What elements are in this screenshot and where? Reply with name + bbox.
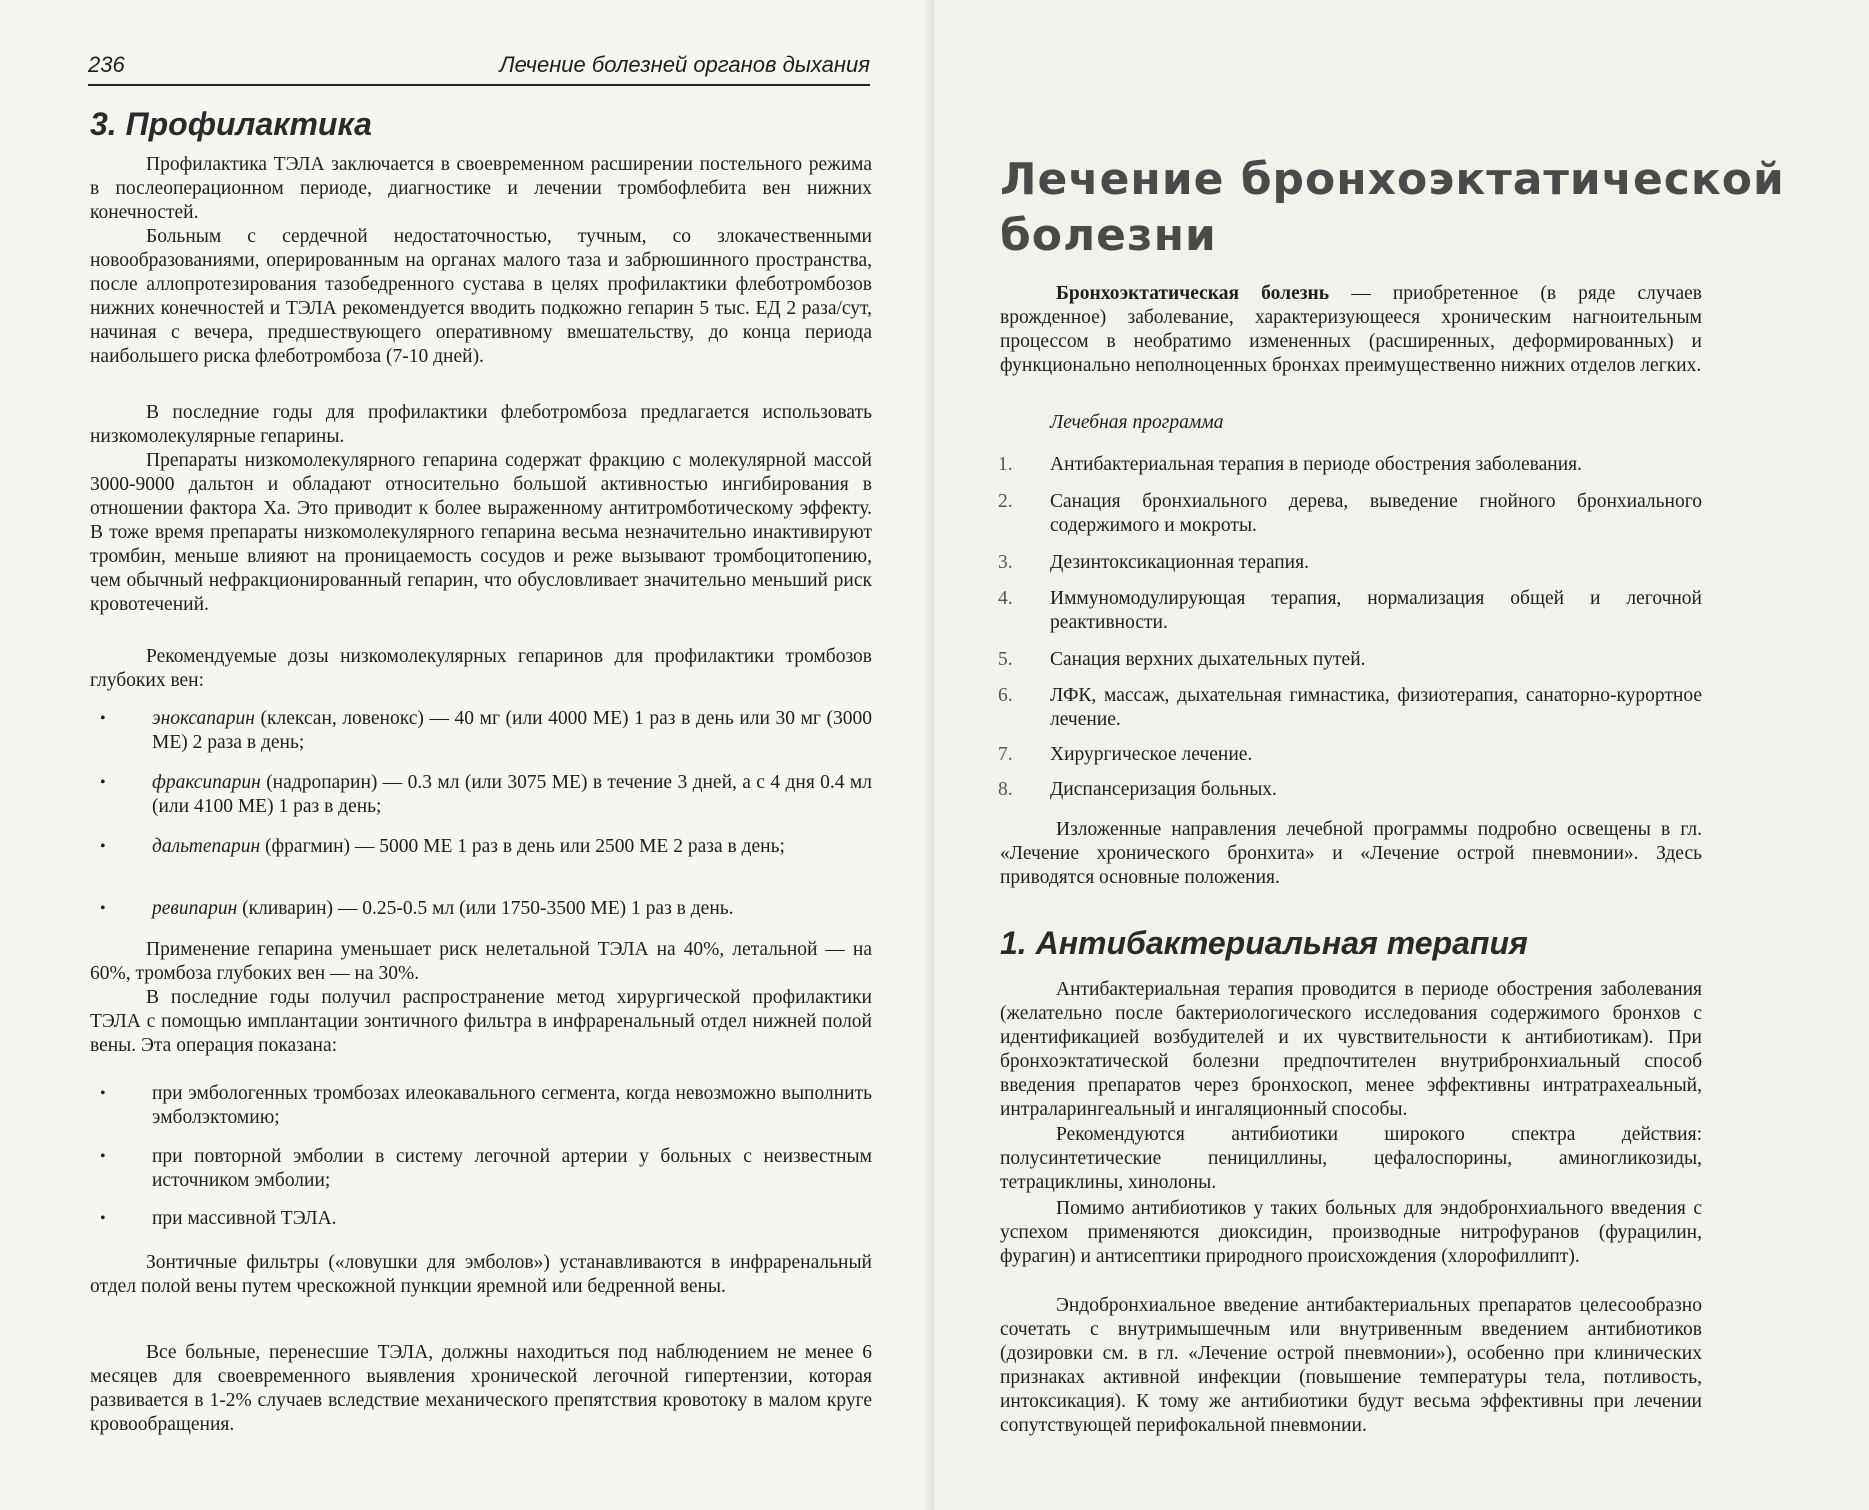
- definition-text: — приобретенное (в ряде случаев врожденное) заболевание, характеризующееся хроническим нагноительным процессом в необратимо измененных (расширенных, деформированных) и функционально неполноценных бронхах преимущественно нижних отделов легких.: [1000, 283, 1702, 376]
- list-item: [100, 897, 872, 921]
- paragraph: Помимо антибиотиков у таких больных для эндобронхиального введения с успехом применяются диоксидин, производные нитрофуранов (фурацилин, фурагин) и антисептики природного происхождения (хлорофиллипт).: [1000, 1198, 1702, 1267]
- definition-term: Бронхоэктатическая болезнь: [1056, 283, 1330, 304]
- bullet-icon: •: [100, 900, 106, 917]
- paragraph: Больным с сердечной недостаточностью, тучным, со злокачественными новообразованиями, оперированным на органах малого таза и забрюшинного пространства, после аллопротезирования тазобедренного сустава в целях профилактики флеботромбозов нижних конечностей и ТЭЛА рекомендуется вводить подкожно гепарин 5 тыс. ЕД 2 раза/сут, начиная с вечера, предшествующего оперативному вмешательству, до конца периода наибольшего риска флеботромбоза (7-10 дней).: [90, 226, 872, 367]
- indication-text: при эмбологенных тромбозах илеокавального сегмента, когда невозможно выполнить эмболэктомию;: [152, 1083, 872, 1128]
- list-item: [100, 835, 872, 859]
- paragraph: Антибактериальная терапия проводится в периоде обострения заболевания (желательно после бактериологического исследования содержимого бронхов с идентификацией возбудителей и их чувствительности к антибиотикам). При бронхоэктатической болезни предпочтителен внутрибронхиальный способ введения препаратов через бронхоскоп, менее эффективны интратрахеальный, интраларингеальный и ингаляционный способы.: [1000, 979, 1702, 1120]
- definition-paragraph: [1000, 282, 1702, 378]
- chapter-title-line: болезни: [1000, 210, 1217, 261]
- program-item: [998, 743, 1702, 767]
- running-title: Лечение болезней органов дыхания: [499, 52, 870, 77]
- indication-text: при повторной эмболии в систему легочной артерии у больных с неизвестным источником эмболии;: [152, 1146, 872, 1191]
- list-item: [100, 1207, 872, 1231]
- bullet-icon: •: [100, 1085, 106, 1102]
- paragraph: Все больные, перенесшие ТЭЛА, должны находиться под наблюдением не менее 6 месяцев для своевременного выявления хронической легочной гипертензии, которая развивается в 1-2% случаев вследствие механического препятствия кровотоку в малом круге кровообращения.: [90, 1342, 872, 1435]
- paragraph: В последние годы получил распространение метод хирургической профилактики ТЭЛА с помощью имплантации зонтичного фильтра в инфраренальный отдел нижней полой вены. Эта операция показана:: [90, 987, 872, 1056]
- item-number: 6.: [998, 685, 1013, 706]
- program-item: [998, 648, 1702, 672]
- item-text: Санация верхних дыхательных путей.: [1050, 649, 1366, 670]
- item-number: 7.: [998, 744, 1013, 765]
- bullet-icon: •: [100, 1148, 106, 1165]
- bullet-icon: •: [100, 1210, 106, 1227]
- item-number: 4.: [998, 588, 1013, 609]
- drug-name: эноксапарин: [152, 708, 255, 729]
- drug-dose: (кливарин) — 0.25-0.5 мл (или 1750-3500 МЕ) 1 раз в день.: [237, 898, 734, 919]
- drug-name: дальтепарин: [152, 836, 261, 857]
- item-text: Иммуномодулирующая терапия, нормализация общей и легочной реактивности.: [1050, 588, 1702, 633]
- right-page: [934, 0, 1869, 1510]
- paragraph: Профилактика ТЭЛА заключается в своевременном расширении постельного режима в послеоперационном периоде, диагностике и лечении тромбофлебита вен нижних конечностей.: [90, 154, 872, 223]
- bullet-icon: •: [100, 838, 106, 855]
- intro-note: Изложенные направления лечебной программы подробно освещены в гл. «Лечение хронического бронхита» и «Лечение острой пневмонии». Здесь приводятся основные положения.: [1000, 819, 1702, 888]
- list-item: [100, 1082, 872, 1130]
- program-heading: Лечебная программа: [1050, 412, 1224, 433]
- chapter-title-line: Лечение бронхоэктатической: [1000, 154, 1785, 205]
- list-item: [100, 771, 872, 819]
- item-text: Хирургическое лечение.: [1050, 744, 1253, 765]
- item-number: 3.: [998, 552, 1013, 573]
- bullet-icon: •: [100, 774, 106, 791]
- item-text: Антибактериальная терапия в периоде обострения заболевания.: [1050, 454, 1582, 475]
- program-item: [998, 684, 1702, 732]
- paragraph: Зонтичные фильтры («ловушки для эмболов») устанавливаются в инфраренальный отдел полой вены путем чрескожной пункции яремной или бедренной вены.: [90, 1252, 872, 1297]
- section-title-prophylaxis: 3. Профилактика: [90, 106, 372, 142]
- item-text: Санация бронхиального дерева, выведение гнойного бронхиального содержимого и мокроты.: [1050, 491, 1702, 536]
- program-item: [998, 778, 1702, 802]
- left-page: [0, 0, 934, 1510]
- drug-dose: (клексан, ловенокс) — 40 мг (или 4000 МЕ) 1 раз в день или 30 мг (3000 МЕ) 2 раза в день;: [152, 708, 872, 753]
- drug-dose: (надропарин) — 0.3 мл (или 3075 МЕ) в течение 3 дней, а с 4 дня 0.4 мл (или 4100 МЕ) 1 раз в день;: [152, 772, 872, 817]
- item-text: Диспансеризация больных.: [1050, 779, 1277, 800]
- paragraph: Рекомендуемые дозы низкомолекулярных гепаринов для профилактики тромбозов глубоких вен:: [90, 646, 872, 691]
- indication-text: при массивной ТЭЛА.: [152, 1208, 337, 1229]
- drug-name: ревипарин: [152, 898, 238, 919]
- item-number: 1.: [998, 454, 1013, 475]
- program-item: [998, 453, 1702, 477]
- section-title-antibacterial: 1. Антибактериальная терапия: [1000, 925, 1528, 961]
- running-head: [88, 50, 870, 86]
- bullet-icon: •: [100, 710, 106, 727]
- paragraph: Препараты низкомолекулярного гепарина содержат фракцию с молекулярной массой 3000-9000 дальтон и обладают относительно большой активностью ингибирования в отношении фактора Ха. Это приводит к более выраженному антитромботическому эффекту. В тоже время препараты низкомолекулярного гепарина весьма незначительно инактивируют тромбин, меньше влияют на проницаемость сосудов и реже вызывают тромбоцитопению, чем обычный нефракционированный гепарин, что обусловливает значительно меньший риск кровотечений.: [90, 450, 872, 615]
- drug-name: фраксипарин: [152, 772, 261, 793]
- list-item: [100, 707, 872, 755]
- list-item: [100, 1145, 872, 1193]
- paragraph: Рекомендуются антибиотики широкого спектра действия: полусинтетические пенициллины, цефалоспорины, аминогликозиды, тетрациклины, хинолоны.: [1000, 1124, 1702, 1193]
- paragraph: В последние годы для профилактики флеботромбоза предлагается использовать низкомолекулярные гепарины.: [90, 402, 872, 447]
- item-text: ЛФК, массаж, дыхательная гимнастика, физиотерапия, санаторно-курортное лечение.: [1050, 685, 1702, 730]
- paragraph: Эндобронхиальное введение антибактериальных препаратов целесообразно сочетать с внутримышечным или внутривенным введением антибиотиков (дозировки см. в гл. «Лечение острой пневмонии»), особенно при клинических признаках активной инфекции (повышение температуры тела, потливость, интоксикация). К тому же антибиотики будут весьма эффективны при лечении сопутствующей перифокальной пневмонии.: [1000, 1295, 1702, 1436]
- program-item: [998, 587, 1702, 635]
- page-number: 236: [88, 52, 125, 77]
- item-number: 8.: [998, 779, 1013, 800]
- item-number: 2.: [998, 491, 1013, 512]
- paragraph: Применение гепарина уменьшает риск нелетальной ТЭЛА на 40%, летальной — на 60%, тромбоза глубоких вен — на 30%.: [90, 939, 872, 984]
- chapter-title: [1000, 152, 1785, 264]
- item-number: 5.: [998, 649, 1013, 670]
- program-item: [998, 490, 1702, 538]
- item-text: Дезинтоксикационная терапия.: [1050, 552, 1309, 573]
- program-item: [998, 551, 1702, 575]
- drug-dose: (фрагмин) — 5000 МЕ 1 раз в день или 2500 МЕ 2 раза в день;: [260, 836, 785, 857]
